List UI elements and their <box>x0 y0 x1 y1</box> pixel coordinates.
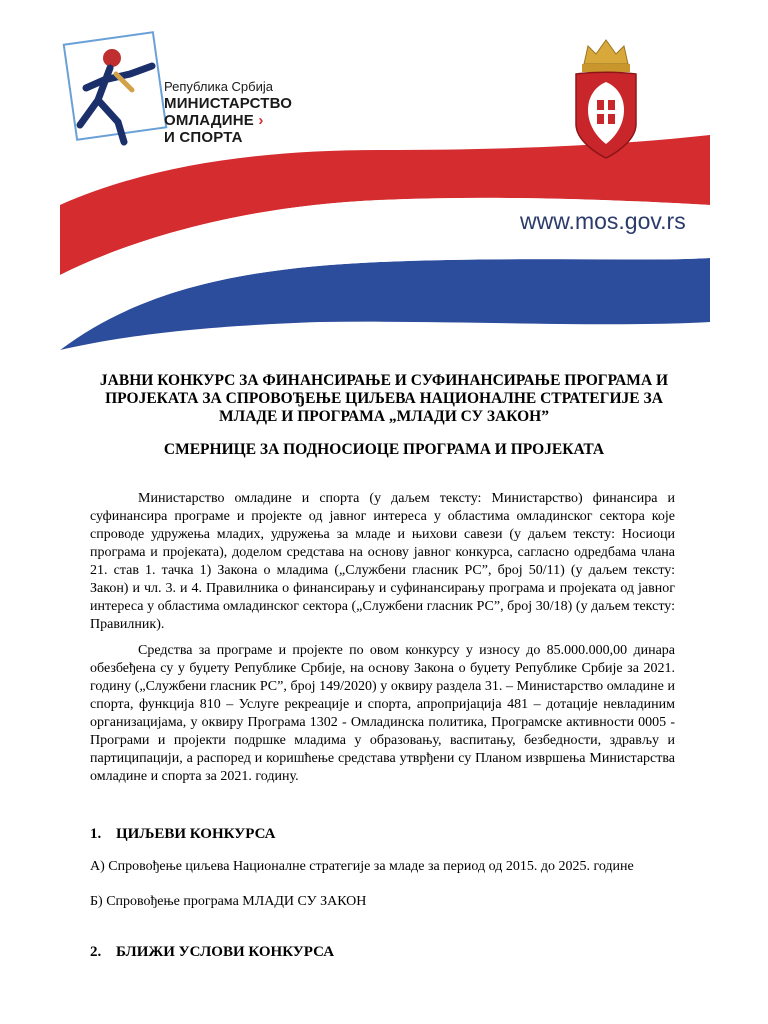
goal-item-b: Б) Спровођење програма МЛАДИ СУ ЗАКОН <box>90 894 367 909</box>
section-title: ЦИЉЕВИ КОНКУРСА <box>116 826 276 842</box>
section-title: БЛИЖИ УСЛОВИ КОНКУРСА <box>116 944 335 960</box>
section-heading-goals <box>90 826 276 843</box>
ministry-name <box>164 78 292 146</box>
ministry-republic-label: Република Србија <box>164 79 273 94</box>
ministry-line-3: И СПОРТА <box>164 129 243 146</box>
section-heading-conditions <box>90 944 334 961</box>
coat-of-arms-icon <box>566 34 646 162</box>
ministry-line-2: ОМЛАДИНЕ › <box>164 112 264 129</box>
section-number: 1. <box>90 826 102 842</box>
website-link[interactable]: www.mos.gov.rs <box>520 208 686 234</box>
ministry-logo-icon <box>60 30 170 150</box>
funding-paragraph: Средства за програме и пројекте по овом конкурсу у износу до 85.000.000,00 динара обезбеђена су у буџету Републике Србије, на основу Закона о буџету Републике Србије за 2021. годину („Службени гласник РС”, број 149/2020) у оквиру раздела 31. – Министарство омладине и спорта, функција 810 – Услуге рекреације и спорта, апропријација 481 – дотације невладиним организацијама, у оквиру Програма 1302 - Омладинска политика, Програмске активности 0005 - Програми и пројекти подршке младима у образовању, васпитању, безбедности, здрављу и партиципацији, а распоред и коришћење средстава утврђени су Планом извршења Министарства омладине и спорта за 2021. годину. <box>90 643 675 784</box>
letterhead <box>0 0 768 360</box>
goal-item-a: А) Спровођење циљева Националне стратегије за младе за период од 2015. до 2025. године <box>90 859 634 874</box>
document-title: ЈАВНИ КОНКУРС ЗА ФИНАНСИРАЊЕ И СУФИНАНСИРАЊЕ ПРОГРАМА И ПРОЈЕКАТА ЗА СПРОВОЂЕЊЕ ЦИЉЕВА НАЦИОНАЛНЕ СТРАТЕГИЈЕ ЗА МЛАДЕ И ПРОГРАМА „МЛАДИ СУ ЗАКОН” <box>99 372 669 425</box>
intro-paragraph: Министарство омладине и спорта (у даљем тексту: Министарство) финансира и суфинансира програме и пројекте од јавног интереса у областима омладинског сектора које спроводе удружења младих, удружења за младе и њихови савези (у даљем тексту: Носиоци програма и пројеката), доделом средстава на основу јавног конкурса, сагласно одредбама члана 21. став 1. тачка 1) Закона о младима („Службени гласник РС”, број 50/11) (у даљем тексту: Закон) и чл. 3. и 4. Правилника о финансирању и суфинансирању програма и пројеката од јавног интереса у областима омладинског сектора („Службени гласник РС”, број 30/18) (у даљем тексту: Правилник). <box>90 491 675 632</box>
document-subtitle: СМЕРНИЦЕ ЗА ПОДНОСИОЦЕ ПРОГРАМА И ПРОЈЕКАТА <box>163 441 605 458</box>
ministry-line-1: МИНИСТАРСТВО <box>164 95 293 112</box>
section-number: 2. <box>90 944 102 960</box>
